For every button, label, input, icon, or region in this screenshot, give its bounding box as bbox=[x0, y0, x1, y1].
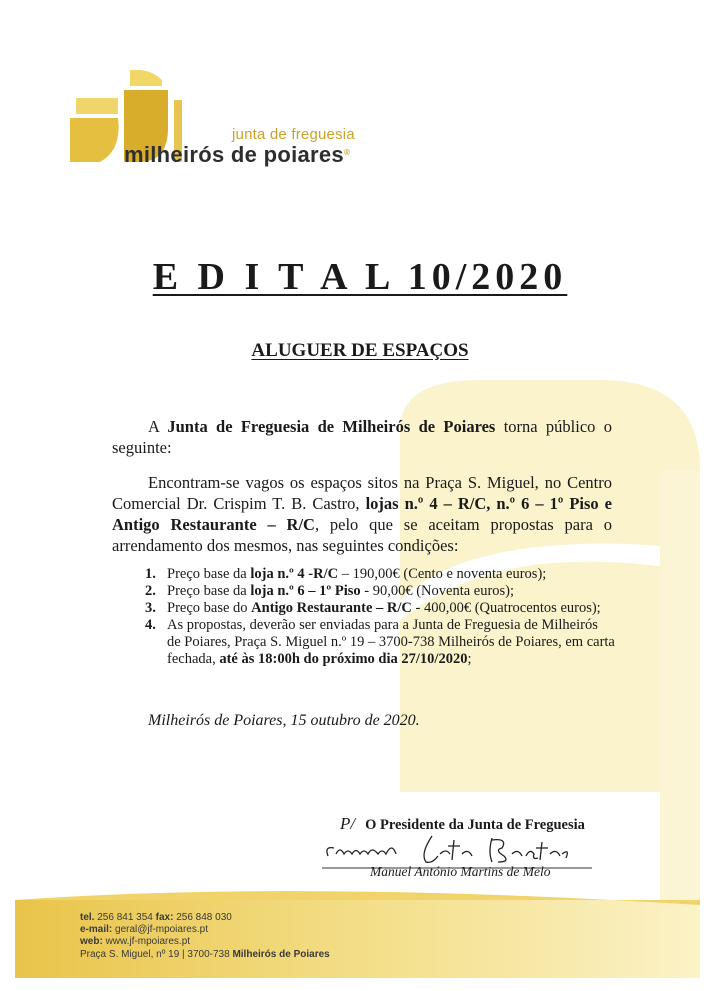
logo-name: milheirós de poiares bbox=[124, 142, 344, 167]
footer-address-line bbox=[80, 949, 330, 961]
conditions-list bbox=[145, 566, 615, 668]
list-item-text: ; bbox=[467, 651, 472, 667]
list-item-text: – 190,00€ (Cento e noventa euros); bbox=[338, 566, 547, 582]
web-value: www.jf-mpoiares.pt bbox=[105, 936, 191, 948]
address-value: Praça S. Miguel, nº 19 | 3700-738 bbox=[80, 948, 233, 960]
registered-mark: ® bbox=[343, 148, 351, 157]
list-item-text: Preço base da bbox=[167, 566, 251, 582]
watermark-right-strip bbox=[660, 470, 700, 900]
footer-web-line bbox=[80, 936, 330, 948]
intro-paragraph bbox=[112, 416, 612, 458]
list-item-number: 4. bbox=[145, 617, 156, 633]
document-subtitle bbox=[0, 340, 720, 362]
list-item bbox=[145, 600, 615, 617]
list-item-text: Preço base do bbox=[167, 600, 252, 616]
document-subtitle-text: ALUGUER DE ESPAÇOS bbox=[251, 340, 469, 361]
body-text-1: Encontram-se vagos os espaços sitos na Praça S. Miguel, no Centro Comercial Dr. Crispim T. B. Castro, bbox=[112, 473, 612, 513]
pp-mark: P/ bbox=[340, 814, 356, 833]
signature-role bbox=[340, 814, 585, 834]
list-item-text: - 90,00€ (Noventa euros); bbox=[360, 583, 515, 599]
address-bold: Milheirós de Poiares bbox=[232, 948, 330, 960]
list-item-bold: Antigo Restaurante – R/C bbox=[251, 600, 412, 616]
signature-role-text: O Presidente da Junta de Freguesia bbox=[365, 817, 585, 833]
intro-text-1: A bbox=[148, 417, 168, 436]
footer-phone-line bbox=[80, 912, 330, 924]
list-item bbox=[145, 566, 615, 583]
list-item-text: As propostas, deverão ser enviadas para a Junta de Freguesia de Milheirós de Poiares, Praça S. Miguel n.º 19 – 3700-738 Milheirós de Poiares, em carta fechada, bbox=[167, 617, 615, 667]
fax-label: fax: bbox=[155, 912, 174, 923]
list-item-bold: loja n.º 6 – 1º Piso bbox=[250, 583, 361, 599]
email-value: geral@jf-mpoiares.pt bbox=[115, 924, 208, 936]
document-title-text: E D I T A L 10/2020 bbox=[152, 256, 568, 298]
tel-value: 256 841 354 bbox=[97, 912, 153, 923]
list-item-text: - 400,00€ (Quatrocentos euros); bbox=[411, 600, 601, 616]
list-item-number: 2. bbox=[145, 583, 156, 599]
footer-email-line bbox=[80, 924, 330, 936]
fax-value: 256 848 030 bbox=[176, 912, 232, 923]
logo-text-small: junta de freguesia bbox=[232, 126, 355, 143]
web-label: web: bbox=[80, 936, 103, 948]
list-item-bold: até às 18:00h do próximo dia 27/10/2020 bbox=[219, 651, 468, 667]
signer-name: Manuel António Martins de Melo bbox=[370, 864, 551, 879]
body-paragraph bbox=[112, 472, 612, 556]
body-text-2: , pelo que se aceitam propostas para o arrendamento dos mesmos, nas seguintes condições: bbox=[112, 515, 612, 555]
date-line: Milheirós de Poiares, 15 outubro de 2020. bbox=[148, 712, 420, 729]
list-item-bold: loja n.º 4 -R/C bbox=[250, 566, 339, 582]
body-bold-1: lojas n.º 4 – R/C, n.º 6 – 1º Piso e Antigo Restaurante – R/C bbox=[112, 494, 612, 534]
tel-label: tel. bbox=[80, 912, 95, 923]
logo-text-large bbox=[124, 142, 350, 168]
footer-contacts bbox=[80, 912, 330, 961]
list-item bbox=[145, 583, 615, 600]
list-item-number: 3. bbox=[145, 600, 156, 616]
list-item-number: 1. bbox=[145, 566, 156, 582]
document-title bbox=[0, 255, 720, 299]
email-label: e-mail: bbox=[80, 924, 113, 936]
intro-text-2: torna público o seguinte: bbox=[112, 417, 612, 457]
intro-bold-1: Junta de Freguesia de Milheirós de Poiares bbox=[167, 417, 496, 436]
list-item bbox=[145, 617, 615, 668]
list-item-text: Preço base da bbox=[167, 583, 251, 599]
